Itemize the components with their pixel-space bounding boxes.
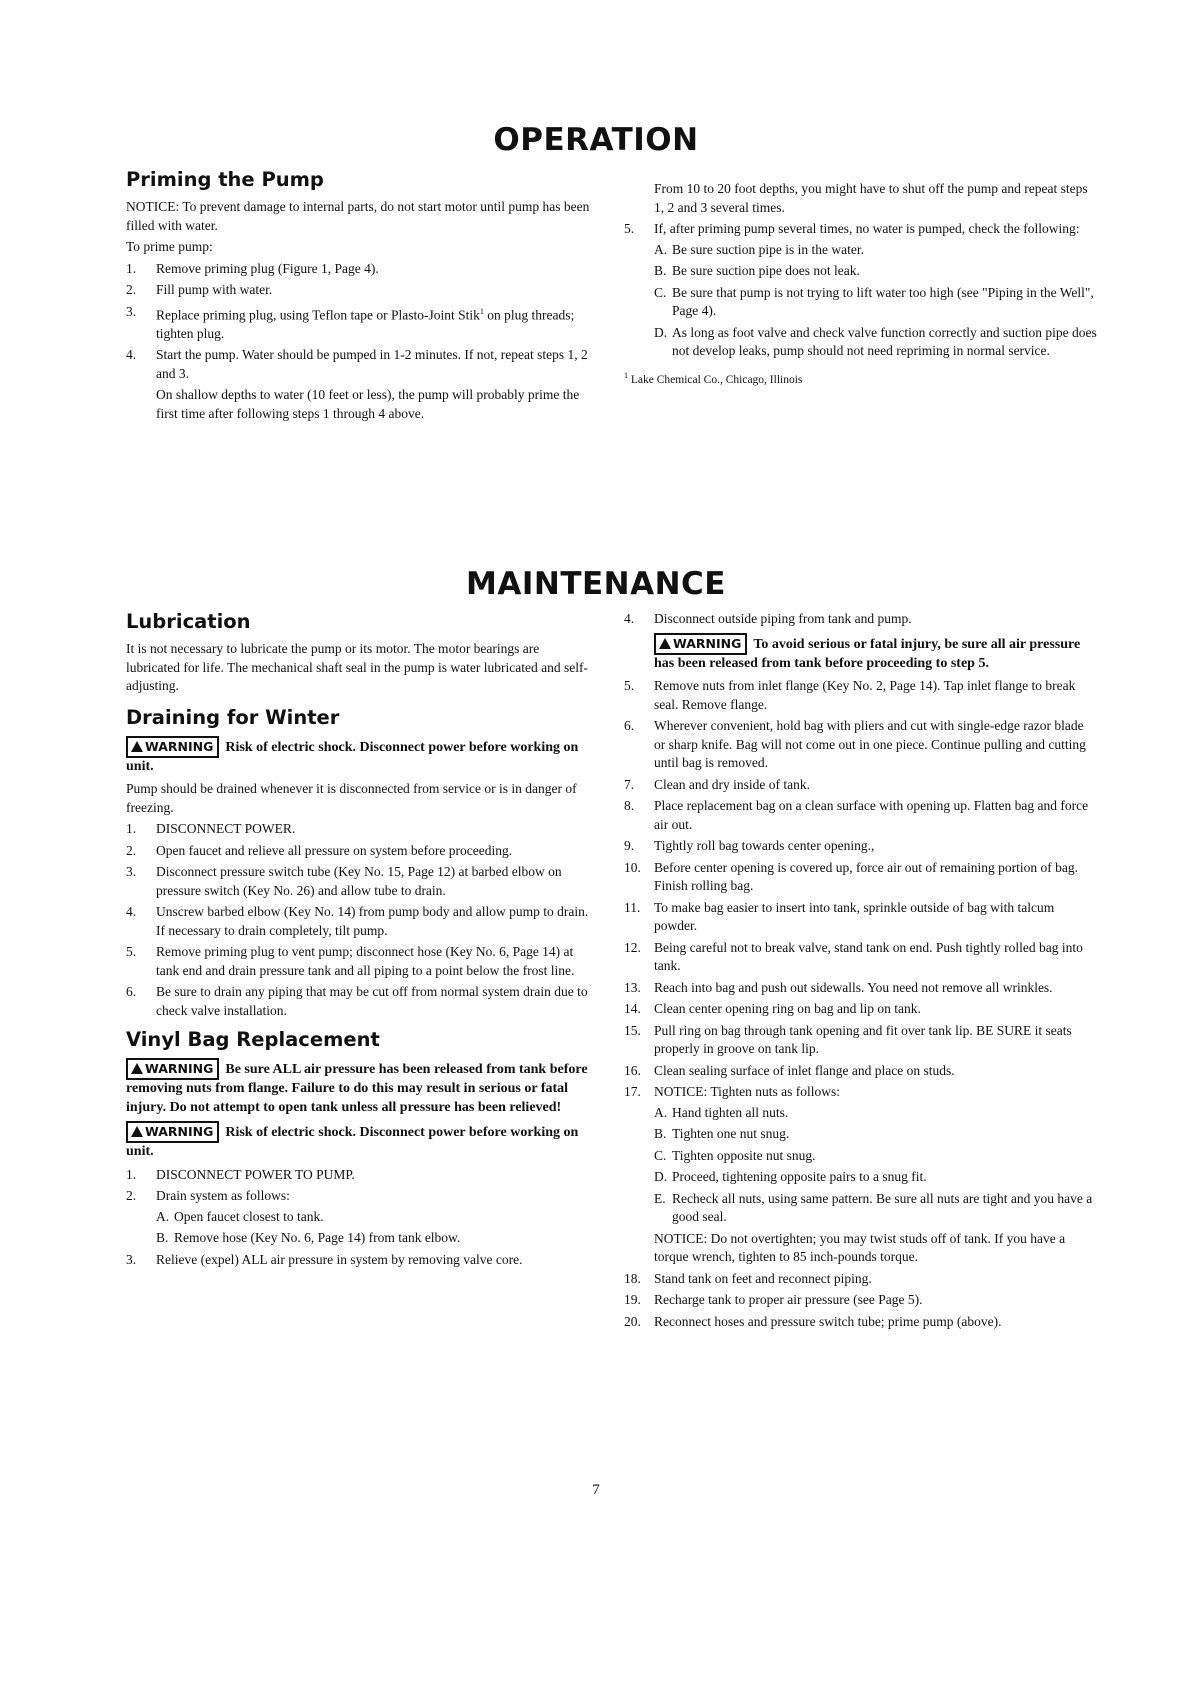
list-item: 13. Reach into bag and push out sidewalls. You need not remove all wrinkles. xyxy=(624,979,1053,995)
deep-depth-note: From 10 to 20 foot depths, you might have to shut off the pump and repeat steps 1, 2 and 3 several times. xyxy=(654,181,1088,215)
list-item: 18. Stand tank on feet and reconnect piping. xyxy=(624,1270,872,1286)
lubrication-text: It is not necessary to lubricate the pump or its motor. The motor bearings are lubricated for life. The mechanical shaft seal in the pump is water lubricated and self-adjusting. xyxy=(126,641,588,693)
list-item: 3. Relieve (expel) ALL air pressure in system by removing valve core. xyxy=(126,1251,523,1267)
warning-label: WARNING xyxy=(126,736,219,758)
maintenance-title: MAINTENANCE xyxy=(466,566,726,602)
list-item: 4. Disconnect outside piping from tank and pump. WARNING To avoid serious or fatal injury, be sure all air pressure has been released from tank before proceeding to step 5. xyxy=(624,610,1098,673)
overtighten-notice: NOTICE: Do not overtighten; you may twist studs off of tank. If you have a torque wrench, tighten to 85 inch-pounds torque. xyxy=(654,1230,1066,1264)
list-item: 4. Start the pump. Water should be pumped in 1-2 minutes. If not, repeat steps 1, 2 and 3. On shallow depths to water (10 feet or less), the pump will probably prime the first time after following steps 1 through 4 above. xyxy=(126,346,596,423)
operation-title: OPERATION xyxy=(493,122,699,158)
list-item: 10. Before center opening is covered up, force air out of remaining portion of bag. Finish rolling bag. xyxy=(624,859,1078,893)
list-item: 9. Tightly roll bag towards center opening., xyxy=(624,838,875,853)
list-item: B. Tighten one nut snug. xyxy=(654,1126,790,1141)
operation-right-column xyxy=(624,180,1098,392)
list-item: 2. Drain system as follows: A. Open faucet closest to tank. B. Remove hose (Key No. 6, Page 14) from tank elbow. xyxy=(126,1187,596,1248)
list-item: B. Remove hose (Key No. 6, Page 14) from tank elbow. xyxy=(156,1230,461,1245)
vinyl-warning-shock: WARNING Risk of electric shock. Disconnect power before working on unit. xyxy=(126,1121,596,1162)
list-item: 20. Reconnect hoses and pressure switch tube; prime pump (above). xyxy=(624,1313,1002,1329)
page-number: 7 xyxy=(592,1482,600,1498)
vinyl-warning-pressure: WARNING Be sure ALL air pressure has been released from tank before removing nuts from flange. Failure to do this may result in serious or fatal injury. Do not attempt to open tank unless all pressure has been relieved! xyxy=(126,1058,596,1117)
list-item: B. Be sure suction pipe does not leak. xyxy=(654,263,860,278)
tighten-substeps xyxy=(654,1104,1098,1227)
warning-triangle-icon xyxy=(659,638,671,649)
maintenance-left-column xyxy=(126,610,596,1272)
list-item: 19. Recharge tank to proper air pressure (see Page 5). xyxy=(624,1292,923,1307)
list-item: 14. Clean center opening ring on bag and lip on tank. xyxy=(624,1001,921,1016)
footnote: $^1$ Lake Chemical Co., Chicago, Illinois xyxy=(624,370,803,386)
vinyl-steps-4-20 xyxy=(624,610,1098,1331)
draining-intro: Pump should be drained whenever it is disconnected from service or is in danger of freezing. xyxy=(126,781,577,815)
priming-steps-continued xyxy=(624,220,1098,361)
draining-warning: WARNING Risk of electric shock. Disconnect power before working on unit. xyxy=(126,736,596,777)
list-item: 16. Clean sealing surface of inlet flange and place on studs. xyxy=(624,1062,955,1078)
list-item: 5. Remove nuts from inlet flange (Key No. 2, Page 14). Tap inlet flange to break seal. Remove flange. xyxy=(624,678,1076,712)
warning-label: WARNING xyxy=(126,1058,219,1080)
list-item: E. Recheck all nuts, using same pattern. Be sure all nuts are tight and you have a good seal. xyxy=(654,1190,1093,1224)
list-item: 5. Remove priming plug to vent pump; disconnect hose (Key No. 6, Page 14) at tank end and drain pressure tank and all piping to a point below the frost line. xyxy=(126,944,575,978)
draining-heading: Draining for Winter xyxy=(126,705,340,729)
priming-heading: Priming the Pump xyxy=(126,168,324,191)
footnote-ref: 1 xyxy=(479,306,484,316)
warning-triangle-icon xyxy=(131,741,143,752)
list-item: 11. To make bag easier to insert into tank, sprinkle outside of bag with talcum powder. xyxy=(624,899,1055,933)
step5-warning: WARNING To avoid serious or fatal injury, be sure all air pressure has been released from tank before proceeding to step 5. xyxy=(654,633,1098,674)
warning-triangle-icon xyxy=(131,1063,143,1074)
list-item: 1. Remove priming plug (Figure 1, Page 4). xyxy=(126,260,379,276)
vinyl-steps-1-3 xyxy=(126,1166,596,1270)
list-item: 1. DISCONNECT POWER TO PUMP. xyxy=(126,1166,355,1182)
list-item: A. Hand tighten all nuts. xyxy=(654,1104,789,1120)
list-item: D. Proceed, tightening opposite pairs to a snug fit. xyxy=(654,1169,927,1184)
lubrication-heading: Lubrication xyxy=(126,610,251,633)
list-item: 4. Unscrew barbed elbow (Key No. 14) from pump body and allow pump to drain. If necessary to drain completely, tilt pump. xyxy=(126,904,589,938)
warning-label: WARNING xyxy=(126,1121,219,1143)
list-item: 8. Place replacement bag on a clean surface with opening up. Flatten bag and force air out. xyxy=(624,798,1089,832)
priming-steps xyxy=(126,260,596,424)
priming-notice: NOTICE: To prevent damage to internal parts, do not start motor until pump has been filled with water. xyxy=(126,199,590,233)
list-item: 12. Being careful not to break valve, stand tank on end. Push tightly rolled bag into tank. xyxy=(624,939,1083,973)
vinyl-bag-heading: Vinyl Bag Replacement xyxy=(126,1028,380,1051)
list-item: 5. If, after priming pump several times, no water is pumped, check the following: A. Be sure suction pipe is in the water. B. Be sure suction pipe does not leak. C. Be sure that pump is not trying to lift water too high (see "Piping in the Well", Page 4). D. As long as foot valve and check valve function correctly and suction pipe does not develop leaks, pump should not need repriming in normal service. xyxy=(624,220,1098,361)
list-item: C. Be sure that pump is not trying to lift water too high (see "Piping in the Well", Page 4). xyxy=(654,284,1094,318)
list-item: 3. Disconnect pressure switch tube (Key No. 15, Page 12) at barbed elbow on pressure switch (Key No. 26) and allow tube to drain. xyxy=(126,864,562,898)
list-item: C. Tighten opposite nut snug. xyxy=(654,1147,816,1163)
shallow-depth-note: On shallow depths to water (10 feet or less), the pump will probably prime the first time after following steps 1 through 4 above. xyxy=(156,387,580,421)
maintenance-right-column xyxy=(624,610,1098,1334)
list-item: A. Be sure suction pipe is in the water. xyxy=(654,241,864,257)
operation-left-column xyxy=(126,168,596,426)
list-item: 15. Pull ring on bag through tank opening and fit over tank lip. BE SURE it seats properly in groove on tank lip. xyxy=(624,1022,1072,1056)
warning-triangle-icon xyxy=(131,1126,143,1137)
list-item: 2. Fill pump with water. xyxy=(126,282,273,297)
list-item: 2. Open faucet and relieve all pressure on system before proceeding. xyxy=(126,842,513,858)
list-item: 3. Replace priming plug, using Teflon tape or Plasto-Joint Stik$^1$ on plug threads; tighten plug. xyxy=(126,303,575,341)
list-item: D. As long as foot valve and check valve function correctly and suction pipe does not develop leaks, pump should not need repriming in normal service. xyxy=(654,324,1097,358)
list-item: 6. Wherever convenient, hold bag with pliers and cut with single-edge razor blade or sharp knife. Bag will not come out in one piece. Continue pulling and cutting until bag is removed. xyxy=(624,718,1086,770)
priming-intro: To prime pump: xyxy=(126,239,213,254)
draining-steps xyxy=(126,820,596,1020)
drain-substeps xyxy=(156,1208,596,1248)
warning-label: WARNING xyxy=(654,633,747,655)
step5-checklist xyxy=(654,241,1098,361)
list-item: 6. Be sure to drain any piping that may be cut off from normal system drain due to check valve installation. xyxy=(126,984,588,1018)
list-item: 7. Clean and dry inside of tank. xyxy=(624,776,810,792)
list-item: A. Open faucet closest to tank. xyxy=(156,1208,324,1224)
list-item: 1. DISCONNECT POWER. xyxy=(126,821,296,836)
list-item: 17. NOTICE: Tighten nuts as follows: A. Hand tighten all nuts. B. Tighten one nut snug. C. Tighten opposite nut snug. D. Proceed, tightening opposite pairs to a snug fit. E. Recheck all nuts, using same pattern. Be sure all nuts are tight and you have a good seal. NOTICE: Do not overtighten; you may twist studs off of tank. If you have a torque wrench, tighten to 85 inch-pounds torque. xyxy=(624,1083,1098,1267)
